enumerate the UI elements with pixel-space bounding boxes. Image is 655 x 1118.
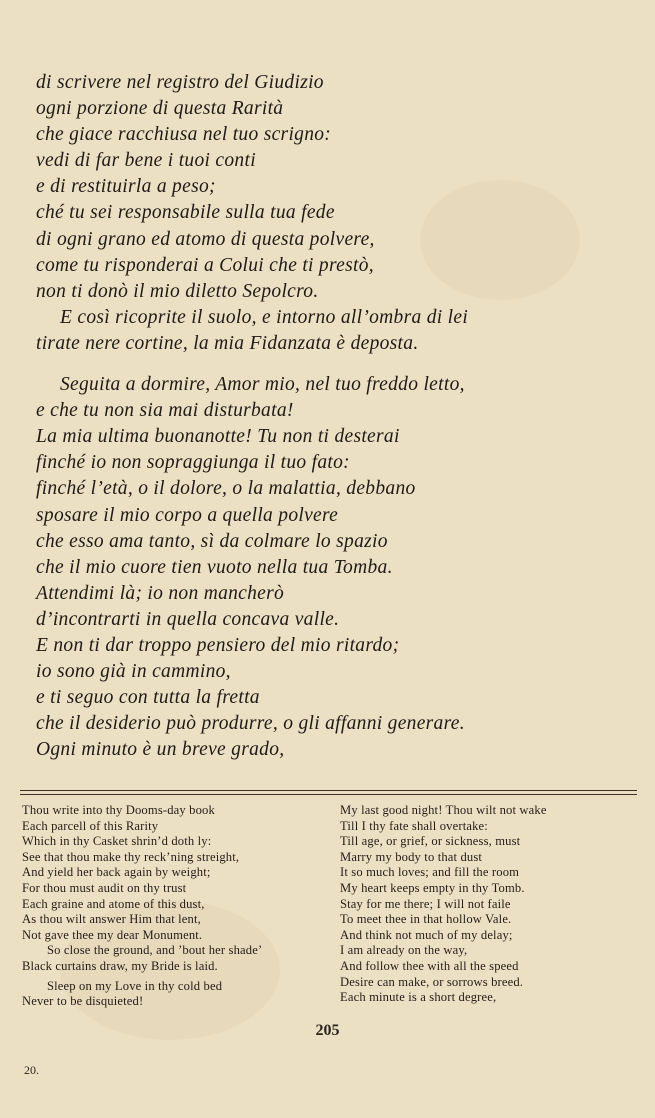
verse-line: come tu risponderai a Colui che ti prestò, [36,254,374,276]
verse-line: che il mio cuore tien vuoto nella tua Tomba. [36,556,393,578]
signature-mark: 20. [24,1063,39,1077]
verse-line: Attendimi là; io non mancherò [36,582,285,604]
original-line: Till I thy fate shall overtake: [340,818,488,833]
original-line: As thou wilt answer Him that lent, [22,912,201,927]
original-line: Marry my body to that dust [340,849,483,864]
original-line: Which in thy Casket shrin’d doth ly: [22,834,212,849]
verse-line: E non ti dar troppo pensiero del mio ritardo; [36,634,400,656]
verse-line: Seguita a dormire, Amor mio, nel tuo freddo letto, [60,374,465,396]
english-original-right-column [340,803,638,1006]
original-line: Thou write into thy Dooms-day book [22,803,215,817]
verse-line: vedi di far bene i tuoi conti [36,150,256,172]
original-line: And follow thee with all the speed [340,958,519,973]
verse-line: io sono già in cammino, [36,661,231,683]
verse-line: di scrivere nel registro del Giudizio [36,72,324,93]
original-line: Sleep on my Love in thy cold bed [47,978,223,993]
original-line: And yield her back again by weight; [22,865,211,880]
verse-line: e che tu non sia mai disturbata! [36,400,294,422]
verse-line: ogni porzione di questa Rarità [36,98,284,120]
original-line: Till age, or grief, or sickness, must [340,834,521,849]
original-line: See that thou make thy reck’ning streight, [22,849,240,864]
verse-line: che giace racchiusa nel tuo scrigno: [36,124,332,146]
original-line: My heart keeps empty in thy Tomb. [340,880,525,895]
original-line: My last good night! Thou wilt not wake [340,803,547,817]
original-line: To meet thee in that hollow Vale. [340,912,512,927]
verse-line: finché io non sopraggiunga il tuo fato: [36,452,350,474]
verse-line: La mia ultima buonanotte! Tu non ti desterai [36,426,400,448]
verse-line: d’incontrarti in quella concava valle. [36,608,340,630]
page-number: 205 [315,1022,340,1039]
original-line: Black curtains draw, my Bride is laid. [22,958,218,973]
verse-line: ché tu sei responsabile sulla tua fede [36,202,335,224]
original-line: Not gave thee my dear Monument. [22,927,203,942]
verse-line: e di restituirla a peso; [36,176,216,198]
divider-rule [20,790,637,791]
original-line: Stay for me there; I will not faile [340,896,511,911]
divider-rule [20,794,637,795]
italian-translation [36,70,636,763]
verse-line: Ogni minuto è un breve grado, [36,739,285,761]
verse-line: e ti seguo con tutta la fretta [36,687,260,709]
english-original-left-column [22,803,332,1010]
original-line: Each parcell of this Rarity [22,818,159,833]
original-line: It so much loves; and fill the room [340,865,520,880]
original-line: So close the ground, and ’bout her shade’ [47,943,263,958]
verse-line: di ogni grano ed atomo di questa polvere, [36,228,375,250]
original-line: Never to be disquieted! [22,994,144,1009]
verse-line: che esso ama tanto, sì da colmare lo spazio [36,530,388,552]
original-line: Each minute is a short degree, [340,990,497,1005]
original-line: Desire can make, or sorrows breed. [340,974,524,989]
verse-line: tirate nere cortine, la mia Fidanzata è deposta. [36,332,419,354]
original-line: And think not much of my delay; [340,927,513,942]
verse-line: non ti donò il mio diletto Sepolcro. [36,280,319,302]
verse-line: E così ricoprite il suolo, e intorno all’ombra di lei [60,306,469,328]
original-line: For thou must audit on thy trust [22,880,187,895]
verse-line: che il desiderio può produrre, o gli affanni generare. [36,713,465,735]
original-line: I am already on the way, [340,943,468,958]
verse-line: sposare il mio corpo a quella polvere [36,504,339,526]
original-line: Each graine and atome of this dust, [22,896,205,911]
verse-line: finché l’età, o il dolore, o la malattia, debbano [36,478,416,500]
